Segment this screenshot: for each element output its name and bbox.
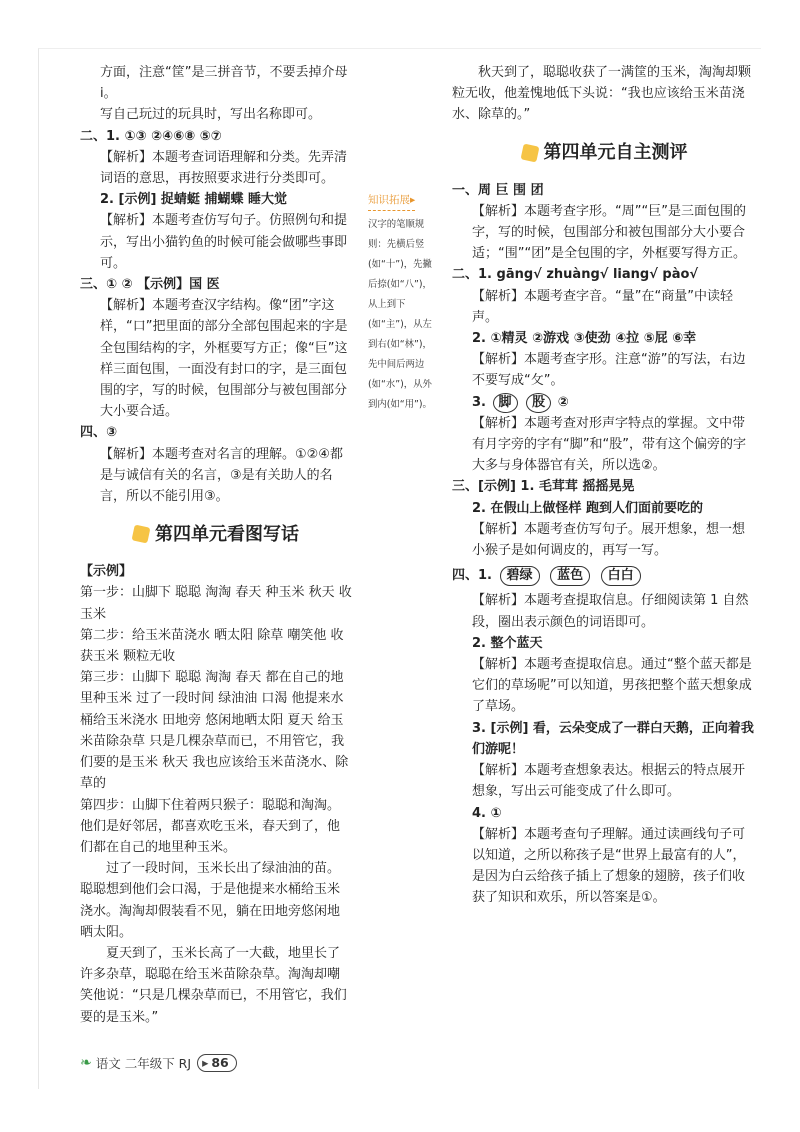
knowledge-sidebar [368, 190, 440, 415]
example-label: 【示例】 [80, 564, 133, 580]
analysis: 【解析】本题考查仿写句子。仿照例句和提示，写出小猫钓鱼的时候可能会做哪些事即可。 [100, 213, 348, 271]
analysis: 【解析】本题考查字形。“周”“巨”是三面包围的字，写的时候，包围部分和被包围部分大小要合适；“围”“团”是全包围的字，外框要写得方正。 [472, 203, 746, 262]
analysis: 【解析】本题考查句子理解。通过读画线句子可以知道，之所以称孩子是“世界上最富有的人”，是因为白云给孩子插上了想象的翅膀，孩子们收获了知识和欢乐，所以答案是①。 [472, 826, 746, 906]
section-4-heading: 四、③ [80, 425, 118, 441]
analysis: 【解析】本题考查提取信息。仔细阅读第 1 自然段，圈出表示颜色的词语即可。 [472, 593, 749, 630]
essay-paragraph: 过了一段时间，玉米长出了绿油油的苗。聪聪想到他们会口渴，于是他提来水桶给玉米浇水。淘淘却假装看不见，躺在田地旁悠闲地晒太阳。 [80, 861, 341, 940]
right-column [452, 62, 757, 909]
question-2: 2. 整个蓝天 [472, 635, 543, 651]
step-2: 第二步：给玉米苗浇水 晒太阳 除草 嘲笑他 收获玉米 颗粒无收 [80, 627, 344, 665]
left-column [80, 62, 352, 1028]
page-footer [80, 1054, 237, 1072]
answer: ② [557, 394, 569, 410]
analysis: 【解析】本题考查想象表达。根据云的特点展开想象，写出云可能变成了什么即可。 [472, 763, 746, 800]
pencil-icon [132, 525, 151, 544]
step-4: 第四步：山脚下住着两只猴子：聪聪和淘淘。他们是好邻居，都喜欢吃玉米，春天到了，他们都在自己的地里种玉米。 [80, 797, 341, 855]
circled-word: 蓝色 [550, 566, 590, 586]
page-number: 86 [211, 1055, 229, 1070]
banner-title: 第四单元自主测评 [543, 142, 688, 163]
analysis: 【解析】本题考查字形。注意“游”的写法，右边不要写成“攵”。 [472, 352, 746, 389]
section-4-heading [452, 565, 757, 586]
section-3-heading: 三、① ② 【示例】国 医 [80, 277, 220, 293]
question-4: 4. ① [472, 805, 502, 821]
circled-char: 股 [526, 393, 551, 413]
banner-title: 第四单元看图写话 [155, 523, 299, 545]
section-banner [452, 138, 757, 168]
analysis: 【解析】本题考查字音。“量”在“商量”中读轻声。 [472, 288, 733, 325]
subject-label: 语文 二年级下 RJ [95, 1056, 192, 1071]
step-1: 第一步：山脚下 聪聪 淘淘 春天 种玉米 秋天 收玉米 [80, 585, 352, 622]
step-3: 第三步：山脚下 聪聪 淘淘 春天 都在自己的地里种玉米 过了一段时间 绿油油 口渴 他提来水桶给玉米浇水 田地旁 悠闲地晒太阳 夏天 给玉米苗除杂草 只是几棵杂草而已，不用管它，我们要的是玉米 秋天 我也应该给玉米苗浇水、除草的 [80, 670, 349, 792]
text-line: 写自己玩过的玩具时，写出名称即可。 [100, 107, 322, 123]
pencil-icon [520, 143, 539, 162]
question-3 [452, 392, 757, 413]
sidebar-tag: 知识拓展▸ [368, 190, 415, 211]
section-3-heading: 三、[示例] 1. 毛茸茸 摇摇晃晃 [452, 479, 635, 495]
q-number: 四、1. [452, 568, 492, 584]
circled-word: 白白 [601, 566, 641, 586]
question-2: 2. 在假山上做怪样 跑到人们面前要吃的 [472, 500, 704, 516]
question-3: 3. [示例] 看，云朵变成了一群白天鹅，正向着我们游呢！ [472, 720, 754, 757]
analysis: 【解析】本题考查汉字结构。像“团”字这样，“口”把里面的部分全部包围起来的字是全包围结构的字，外框要写方正；像“巨”这样三面包围，一面没有封口的字，是三面包围的字，写的时候，包围部分与被包围部分大小要合适。 [100, 298, 348, 420]
text-line: 方面，注意“筐”是三拼音节，不要丢掉介母 i。 [100, 65, 348, 102]
essay-paragraph: 夏天到了，玉米长高了一大截，地里长了许多杂草，聪聪在给玉米苗除杂草。淘淘却嘲笑他说：“只是几棵杂草而已，不用管它，我们要的是玉米。” [80, 945, 347, 1025]
section-1-heading: 一、周 巨 围 团 [452, 182, 544, 198]
section-banner [80, 519, 352, 549]
question-2: 2. [示例] 捉蜻蜓 捕蝴蝶 睡大觉 [100, 192, 287, 208]
circled-word: 碧绿 [500, 566, 540, 586]
circled-char: 脚 [493, 393, 518, 413]
analysis: 【解析】本题考查词语理解和分类。先弄清词语的意思，再按照要求进行分类即可。 [100, 149, 348, 187]
leaf-icon: ❧ [80, 1055, 92, 1071]
analysis: 【解析】本题考查提取信息。通过“整个蓝天都是它们的草场呢”可以知道，男孩把整个蓝天想象成了草场。 [472, 657, 752, 715]
analysis: 【解析】本题考查对形声字特点的掌握。文中带有月字旁的字有“脚”和“股”，带有这个偏旁的字大多与身体器官有关，所以选②。 [472, 415, 746, 474]
section-2-heading: 二、1. gāng√ zhuàng√ liang√ pào√ [452, 267, 699, 283]
essay-paragraph: 秋天到了，聪聪收获了一满筐的玉米，淘淘却颗粒无收，他羞愧地低下头说：“我也应该给玉米苗浇水、除草的。” [452, 65, 752, 123]
question-2: 2. ①精灵 ②游戏 ③使劲 ④拉 ⑤屁 ⑥幸 [472, 331, 697, 347]
section-2-heading: 二、1. ①③ ②④⑥⑧ ⑤⑦ [80, 128, 222, 144]
analysis: 【解析】本题考查仿写句子。展开想象，想一想小猴子是如何调皮的，再写一写。 [472, 521, 746, 559]
page-number-badge [197, 1054, 237, 1072]
analysis: 【解析】本题考查对名言的理解。①②④都是与诚信有关的名言，③是有关助人的名言，所以不能引用③。 [100, 446, 343, 505]
play-icon: ▸ [202, 1055, 209, 1070]
sidebar-text: 汉字的笔顺规则：先横后竖(如“十”)，先撇后捺(如“八”)，从上到下(如“主”)，从左到右(如“林”)，先中间后两边(如“水”)，从外到内(如“用”)。 [368, 219, 432, 410]
q-number: 3. [472, 394, 486, 410]
